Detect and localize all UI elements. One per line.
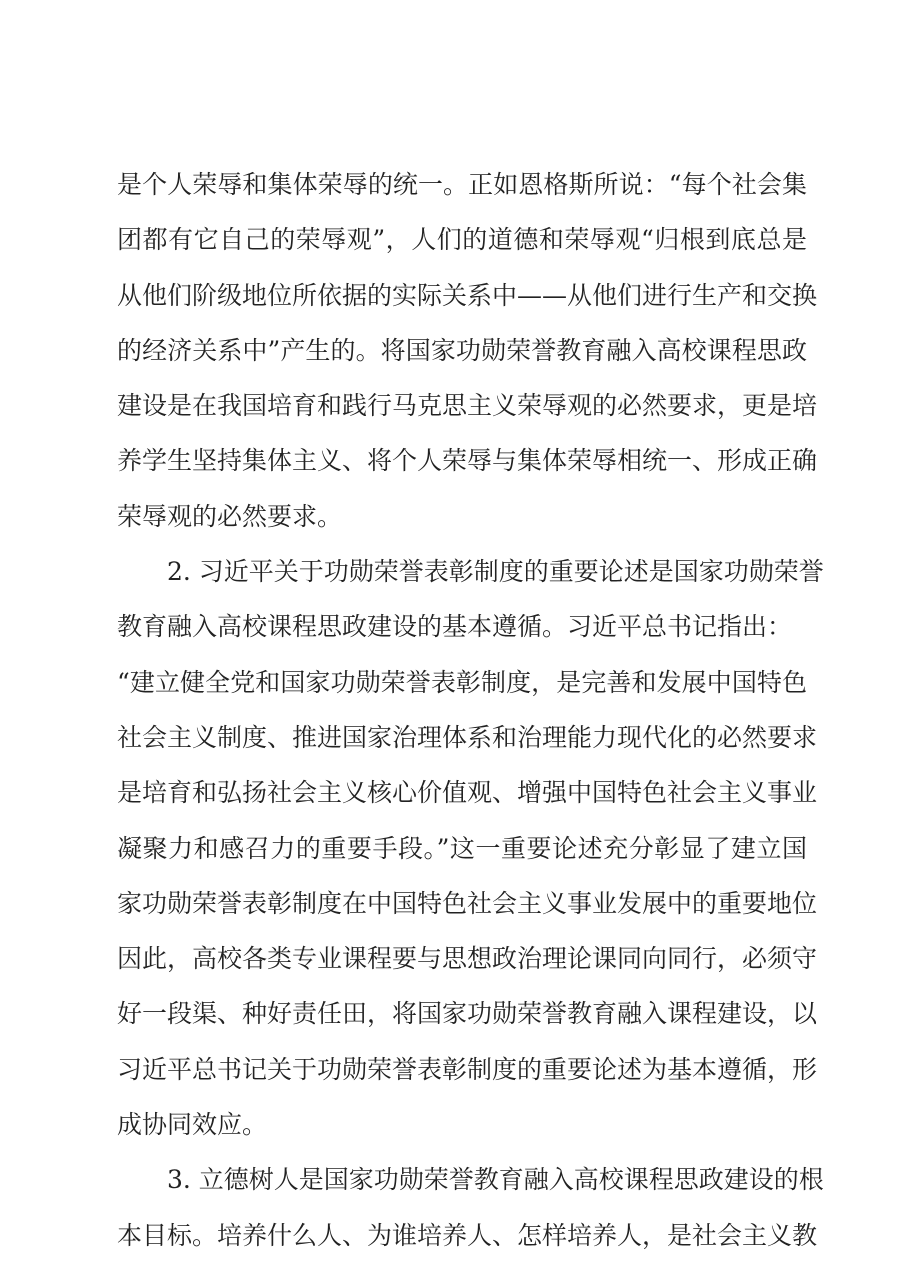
text-line: 荣辱观的必然要求。 <box>117 501 343 531</box>
text-line: 本目标。培养什么人、为谁培养人、怎样培养人，是社会主义教 <box>117 1220 818 1250</box>
text-line: 教育融入高校课程思政建设的基本遵循。习近平总书记指出： <box>117 612 793 642</box>
text-line: 从他们阶级地位所依据的实际关系中——从他们进行生产和交换 <box>117 280 818 310</box>
text-line: 好一段渠、种好责任田，将国家功勋荣誉教育融入课程建设，以 <box>117 999 818 1029</box>
text-line: 成协同效应。 <box>117 1110 268 1140</box>
text-line: 凝聚力和感召力的重要手段。”这一重要论述充分彰显了建立国 <box>117 833 807 863</box>
text-line: 习近平总书记关于功勋荣誉表彰制度的重要论述为基本遵循，形 <box>117 1054 818 1084</box>
text-line: 是培育和弘扬社会主义核心价值观、增强中国特色社会主义事业 <box>117 778 818 808</box>
body-text <box>117 157 824 1263</box>
text-line: 社会主义制度、推进国家治理体系和治理能力现代化的必然要求 <box>117 722 818 752</box>
text-line: 养学生坚持集体主义、将个人荣辱与集体荣辱相统一、形成正确 <box>117 446 818 476</box>
text-line: 建设是在我国培育和践行马克思主义荣辱观的必然要求，更是培 <box>117 391 818 421</box>
text-line: 是个人荣辱和集体荣辱的统一。正如恩格斯所说：“每个社会集 <box>117 170 807 199</box>
text-line: 的经济关系中”产生的。将国家功勋荣誉教育融入高校课程思政 <box>117 335 807 365</box>
text-line: 2. 习近平关于功勋荣誉表彰制度的重要论述是国家功勋荣誉 <box>117 557 824 587</box>
text-line: “建立健全党和国家功勋荣誉表彰制度，是完善和发展中国特色 <box>117 667 807 697</box>
text-line: 团都有它自己的荣辱观”，人们的道德和荣辱观“归根到底总是 <box>117 225 807 255</box>
text-line: 家功勋荣誉表彰制度在中国特色社会主义事业发展中的重要地位 <box>117 888 818 918</box>
text-line: 3. 立德树人是国家功勋荣誉教育融入高校课程思政建设的根 <box>117 1165 824 1195</box>
text-line: 因此，高校各类专业课程要与思想政治理论课同向同行，必须守 <box>117 944 818 974</box>
